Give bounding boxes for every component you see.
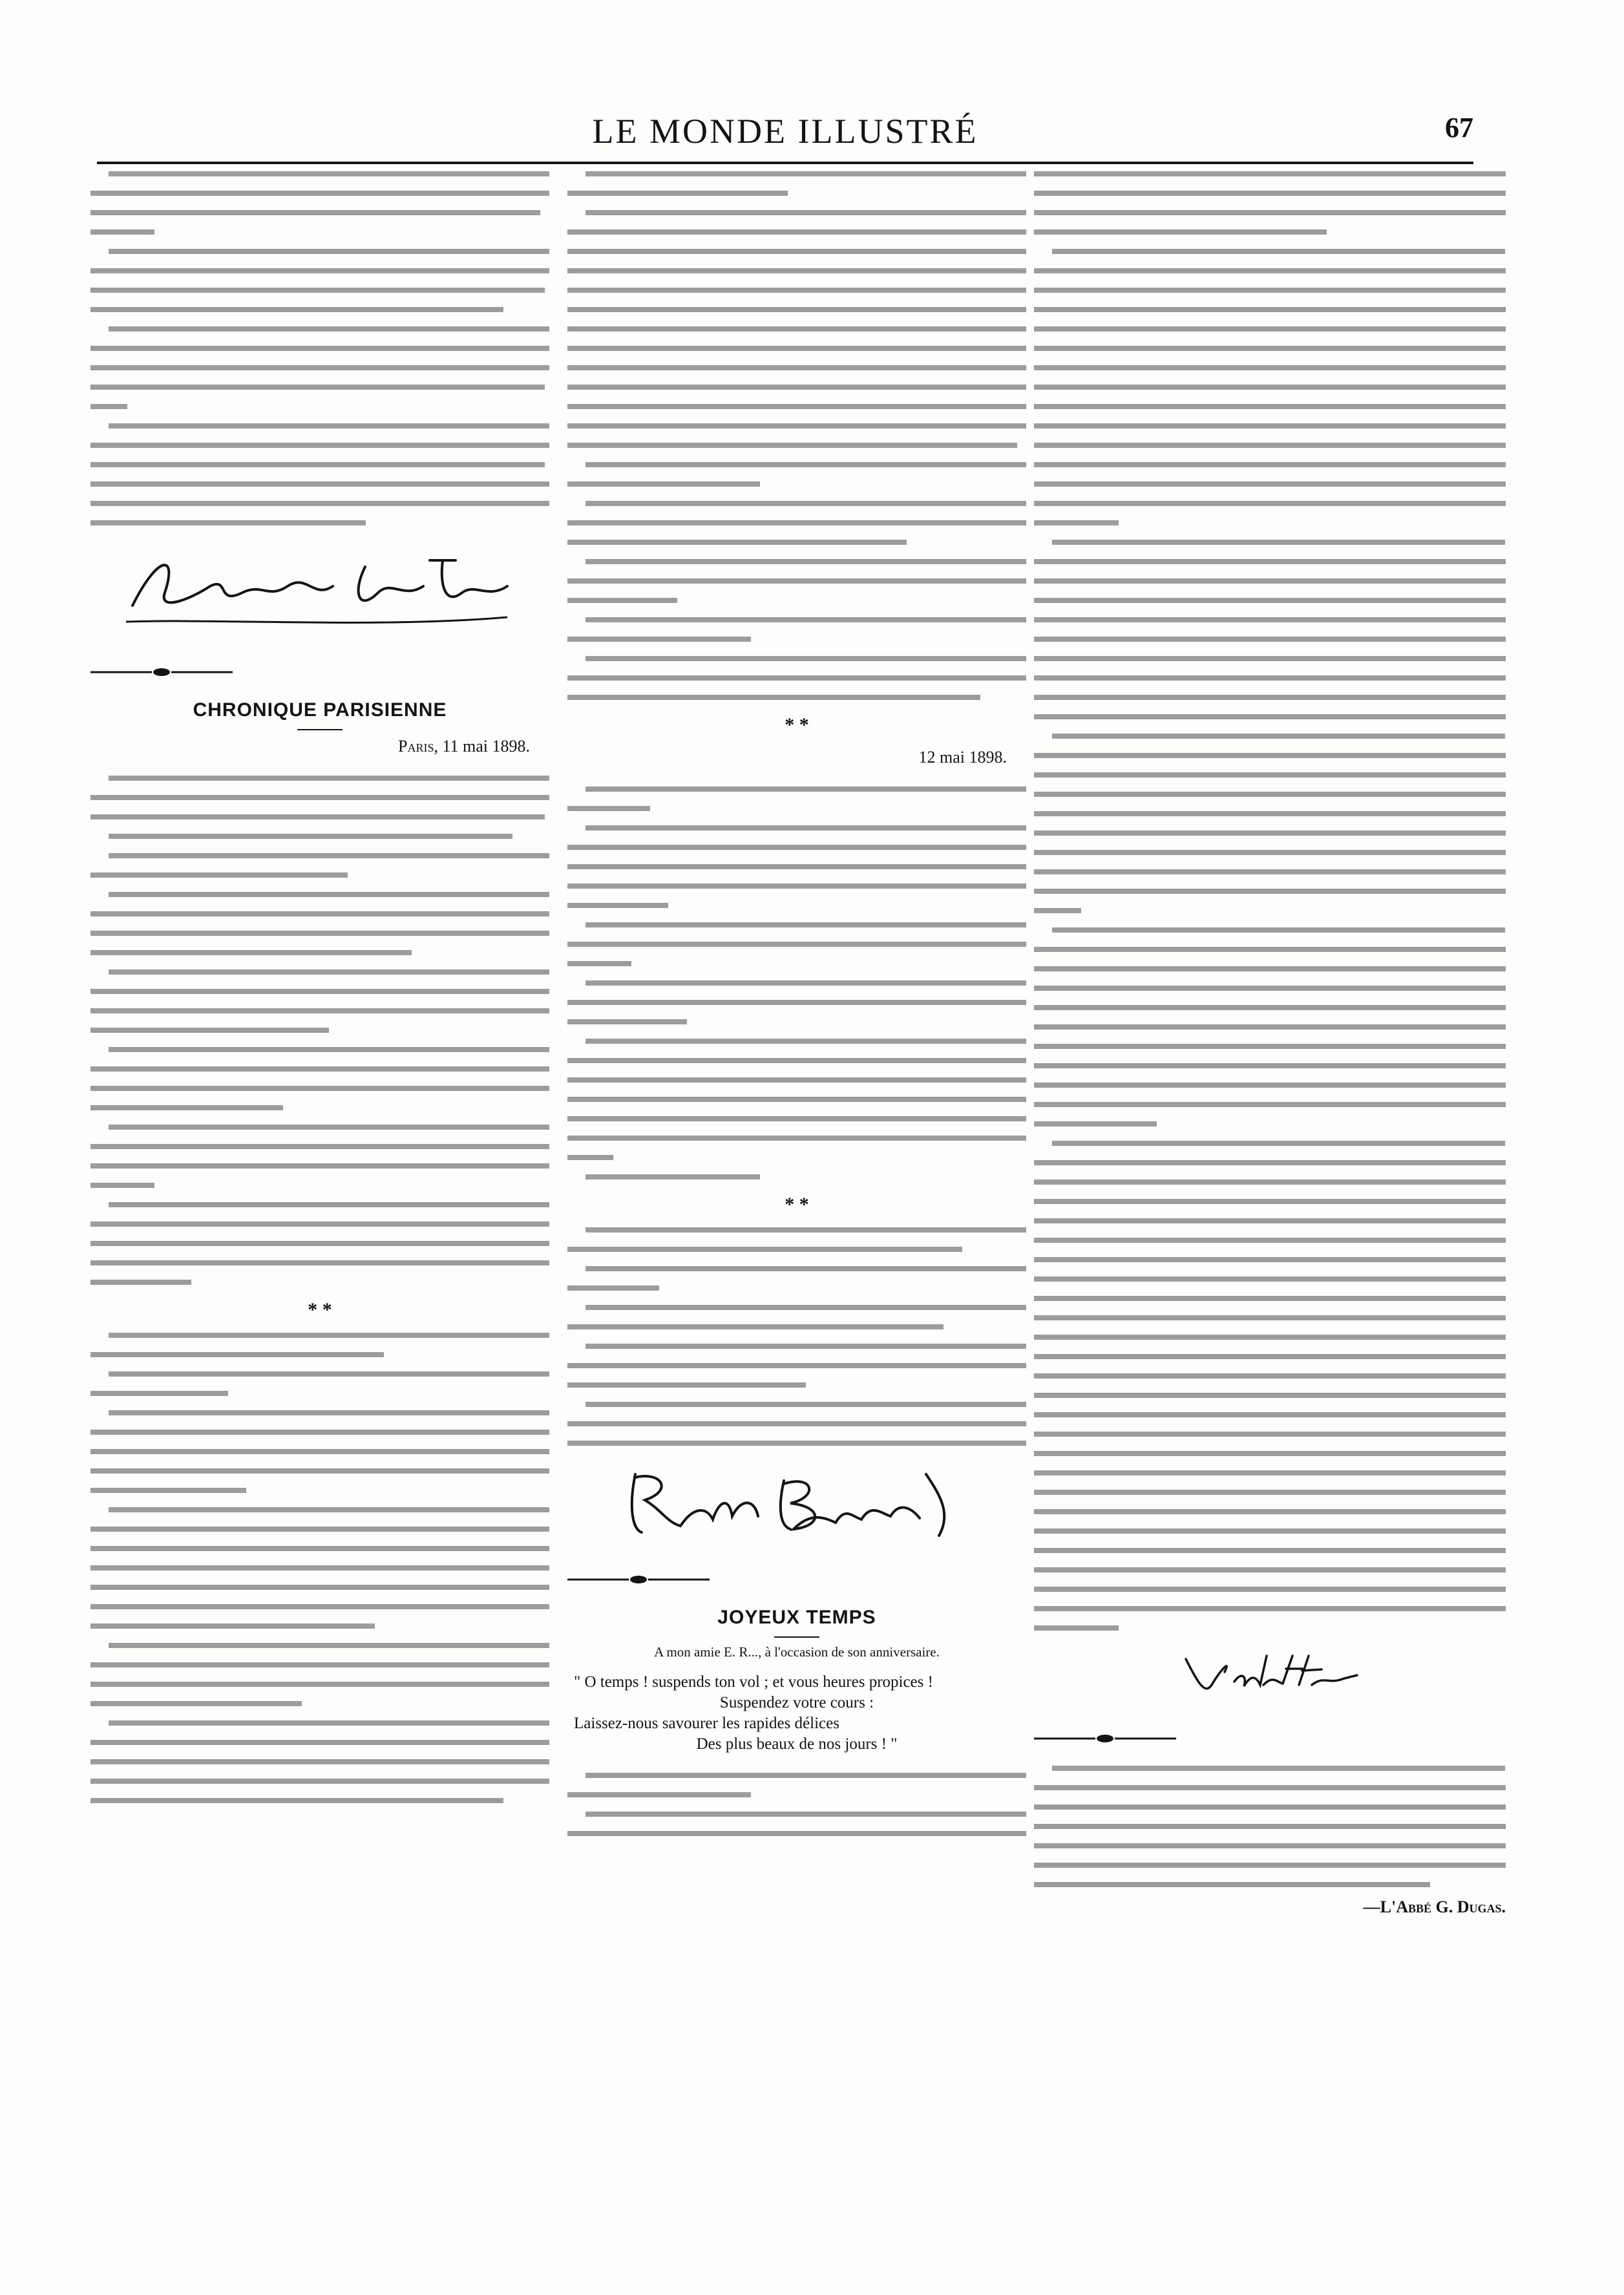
article-paragraph — [567, 1402, 1026, 1446]
article-paragraph — [90, 1333, 549, 1357]
ornamental-separator — [90, 668, 233, 677]
article-paragraph — [567, 980, 1026, 1024]
asterism-separator: * * — [785, 714, 809, 735]
column-3 — [1034, 171, 1506, 1917]
newspaper-title: LE MONDE ILLUSTRÉ — [592, 112, 978, 151]
dateline-12-mai: 12 mai 1898. — [918, 748, 1007, 767]
article-paragraph — [567, 462, 1026, 487]
article-paragraph — [90, 326, 549, 409]
article-paragraph — [90, 1410, 549, 1493]
article-paragraph — [567, 1174, 1026, 1179]
dateline-paris: Paris, 11 mai 1898. — [397, 737, 530, 756]
article-paragraph — [90, 249, 549, 312]
verse-line: Des plus beaux de nos jours ! " — [696, 1735, 898, 1753]
article-paragraph — [90, 1047, 549, 1110]
article-paragraph — [90, 892, 549, 955]
verse-line: " O temps ! suspends ton vol ; et vous heures propices ! — [574, 1673, 933, 1691]
article-paragraph — [1034, 1141, 1506, 1631]
signature-rodolphe-le-forte — [120, 541, 520, 638]
article-paragraph — [567, 922, 1026, 966]
article-paragraph — [90, 1202, 549, 1285]
article-paragraph — [567, 1227, 1026, 1252]
article-paragraph — [1034, 171, 1506, 235]
masthead-rule — [97, 162, 1473, 164]
article-paragraph — [567, 559, 1026, 603]
article-paragraph — [90, 1371, 549, 1396]
article-paragraph — [567, 1773, 1026, 1797]
article-paragraph — [90, 1125, 549, 1188]
article-paragraph — [567, 1039, 1026, 1160]
closing-signature: —L'Abbé G. Dugas. — [1363, 1898, 1506, 1916]
column-2 — [567, 171, 1026, 1850]
article-paragraph — [1034, 249, 1506, 525]
article-paragraph — [567, 787, 1026, 811]
article-paragraph — [567, 1812, 1026, 1836]
article-paragraph — [567, 210, 1026, 448]
section-title-joyeux-temps: JOYEUX TEMPS — [717, 1607, 876, 1628]
title-rule — [297, 729, 343, 730]
signature-rodolphe-brunet — [616, 1461, 978, 1545]
article-paragraph — [90, 969, 549, 1033]
ornamental-separator — [1034, 1734, 1176, 1743]
article-paragraph — [567, 1344, 1026, 1388]
article-paragraph — [90, 1643, 549, 1706]
article-paragraph — [90, 1507, 549, 1629]
article-paragraph — [567, 171, 1026, 196]
page-number: 67 — [1445, 112, 1473, 143]
article-paragraph — [90, 423, 549, 525]
article-paragraph — [1034, 540, 1506, 719]
article-paragraph — [567, 617, 1026, 642]
article-paragraph — [567, 1266, 1026, 1291]
signature-violette — [1173, 1646, 1367, 1704]
article-paragraph — [1034, 734, 1506, 913]
column-1 — [90, 171, 549, 1817]
article-paragraph — [567, 656, 1026, 700]
verse-line: Suspendez votre cours : — [719, 1694, 874, 1711]
section-title-chronique-parisienne: CHRONIQUE PARISIENNE — [193, 699, 447, 721]
article-paragraph — [90, 171, 549, 235]
poem-epigraph: A mon amie E. R..., à l'occasion de son anniversaire. — [654, 1644, 940, 1660]
article-paragraph — [1034, 1766, 1506, 1887]
poem-verse — [567, 1672, 1026, 1755]
article-paragraph — [567, 825, 1026, 908]
article-paragraph — [90, 1720, 549, 1803]
asterism-separator: * * — [785, 1194, 809, 1215]
article-paragraph — [1034, 927, 1506, 1126]
verse-line: Laissez-nous savourer les rapides délices — [574, 1715, 839, 1732]
title-rule — [774, 1636, 819, 1638]
article-paragraph — [567, 501, 1026, 545]
ornamental-separator — [567, 1575, 710, 1584]
article-paragraph — [90, 776, 549, 878]
article-paragraph — [567, 1305, 1026, 1329]
asterism-separator: * * — [308, 1299, 332, 1320]
